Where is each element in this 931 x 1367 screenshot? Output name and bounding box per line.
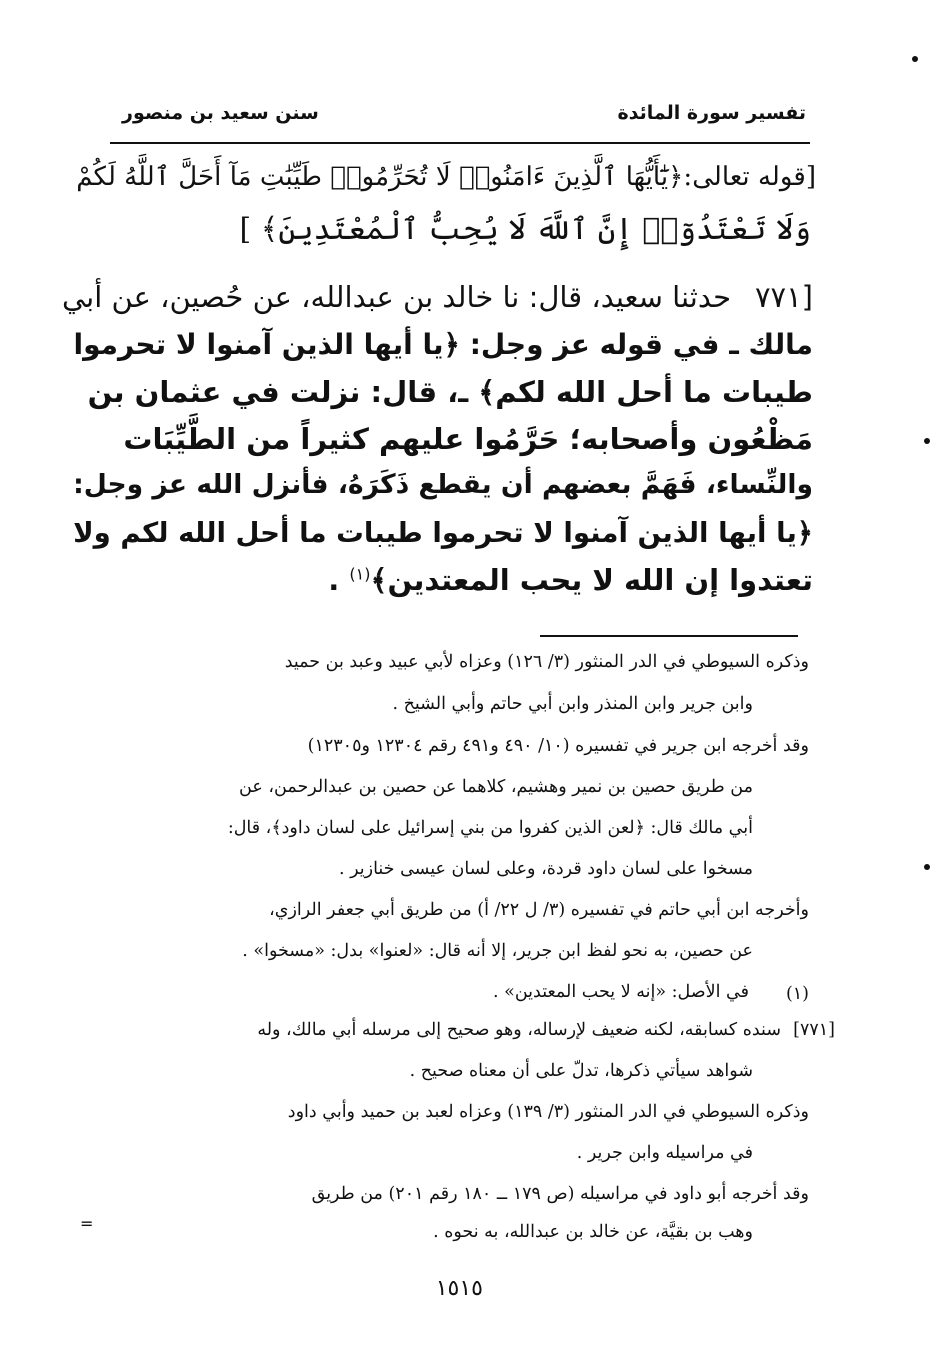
footnote-line-6: مسخوا على لسان داود قردة، وعلى لسان عيسى خنازير . bbox=[338, 859, 753, 879]
footnote-1-text: في الأصل: «إنه لا يحب المعتدين» . bbox=[492, 982, 749, 1002]
footnote-line-11: وذكره السيوطي في الدر المنثور (٣/ ١٣٩) وعزاه لعبد بن حميد وأبي داود bbox=[287, 1102, 809, 1122]
header-book-title: سنن سعيد بن منصور bbox=[122, 102, 319, 124]
footnote-line-13: وقد أخرجه أبو داود في مراسيله (ص ١٧٩ ــ ١٨٠ رقم ٢٠١) من طريق bbox=[311, 1184, 809, 1204]
footnote-line-7: وأخرجه ابن أبي حاتم في تفسيره (٣/ ل ٢٢/ أ) من طريق أبي جعفر الرازي، bbox=[269, 900, 809, 920]
verse-line-1: [قوله تعالى:﴿يَٰٓأَيُّهَا ٱلَّذِينَ ءَامَنُوا۟ لَا تُحَرِّمُوا۟ طَيِّبَٰتِ مَآ أَحَلَّ ٱللَّهُ لَكُمْ bbox=[76, 162, 816, 192]
footnote-line-5: أبي مالك قال: ﴿لعن الذين كفروا من بني إسرائيل على لسان داود﴾، قال: bbox=[227, 818, 753, 838]
margin-mark: = bbox=[80, 1214, 94, 1233]
hadith-line-3: طيبات ما أحل الله لكم﴾ ـ، قال: نزلت في عثمان بن bbox=[87, 375, 813, 409]
hadith-line-2: مالك ـ في قوله عز وجل: ﴿يا أيها الذين آمنوا لا تحرموا bbox=[73, 328, 813, 361]
page-number: ١٥١٥ bbox=[435, 1276, 483, 1301]
footnote-line-14: وهب بن بقيَّة، عن خالد بن عبدالله، به نحوه . bbox=[433, 1222, 753, 1242]
footnote-ref-1: (١) bbox=[349, 564, 371, 584]
footnote-line-2: وابن جرير وابن المنذر وابن أبي حاتم وأبي الشيخ . bbox=[392, 694, 753, 714]
hadith-line-7 bbox=[328, 563, 813, 597]
hadith-line-7-text: تعتدوا إن الله لا يحب المعتدين﴾ bbox=[370, 563, 813, 597]
footnote-line-9: سنده كسابقه، لكنه ضعيف لإرساله، وهو صحيح إلى مرسله أبي مالك، وله bbox=[257, 1020, 781, 1040]
footnote-line-8: عن حصين، به نحو لفظ ابن جرير، إلا أنه قال: «لعنوا» بدل: «مسخوا» . bbox=[242, 941, 753, 961]
footnote-line-4: من طريق حصين بن نمير وهشيم، كلاهما عن حصين بن عبدالرحمن، عن bbox=[239, 777, 753, 797]
margin-dot-3 bbox=[924, 864, 930, 870]
header-surah-title: تفسير سورة المائدة bbox=[617, 102, 806, 124]
hadith-number: [٧٧١ bbox=[754, 280, 813, 314]
verse-line-2: وَلَا تَعْتَدُوٓا۟ إِنَّ ٱللَّهَ لَا يُحِبُّ ٱلْمُعْتَدِينَ﴾ ] bbox=[239, 212, 811, 247]
hadith-line-5: والنِّساء، فَهَمَّ بعضهم أن يقطع ذَكَرَهُ، فأنزل الله عز وجل: bbox=[73, 469, 813, 500]
hadith-line-6: ﴿يا أيها الذين آمنوا لا تحرموا طيبات ما أحل الله لكم ولا bbox=[73, 516, 813, 549]
footnote-1-number: (١) bbox=[785, 984, 809, 1004]
margin-dot-2 bbox=[924, 438, 930, 444]
hadith-end-mark: . bbox=[328, 563, 340, 597]
margin-dot-1 bbox=[912, 56, 918, 62]
hadith-line-4: مَظْعُون وأصحابه؛ حَرَّمُوا عليهم كثيراً من الطَّيِّبَات bbox=[123, 422, 813, 456]
footnote-line-10: شواهد سيأتي ذكرها، تدلّ على أن معناه صحيح . bbox=[409, 1061, 753, 1081]
footnote-rule bbox=[540, 635, 798, 637]
header-rule bbox=[110, 142, 810, 144]
footnote-line-12: في مراسيله وابن جرير . bbox=[576, 1143, 753, 1163]
footnote-771-number: [٧٧١] bbox=[793, 1020, 835, 1040]
footnote-line-3: وقد أخرجه ابن جرير في تفسيره (١٠/ ٤٩٠ و٤٩١ رقم ١٢٣٠٤ و١٢٣٠٥) bbox=[307, 736, 809, 756]
footnote-line-1: وذكره السيوطي في الدر المنثور (٣/ ١٢٦) وعزاه لأبي عبيد وعبد بن حميد bbox=[284, 652, 809, 672]
hadith-line-1: حدثنا سعيد، قال: نا خالد بن عبدالله، عن حُصين، عن أبي bbox=[61, 280, 731, 314]
